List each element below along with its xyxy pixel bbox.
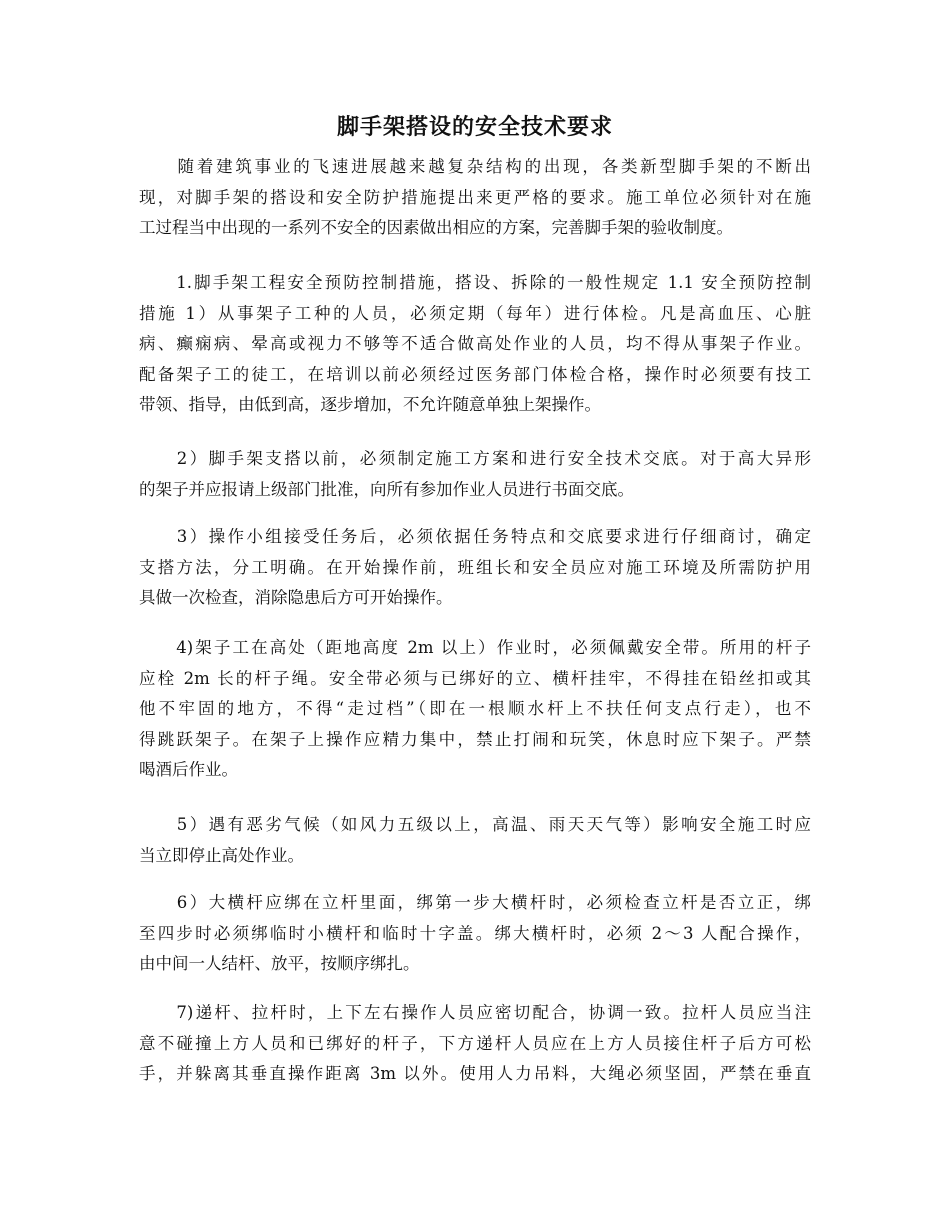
paragraph-5 [139, 810, 811, 871]
text-line: 应栓 2m 长的杆子绳。安全带必须与已绑好的立、横杆挂牢，不得挂在铅丝扣或其 [139, 668, 811, 688]
paragraph-7 [139, 998, 811, 1090]
text-line: 6）大横杆应绑在立杆里面，绑第一步大横杆时，必须检查立杆是否立正，绑 [139, 893, 811, 912]
text-line: 的架子并应报请上级部门批准，向所有参加作业人员进行书面交底。 [139, 479, 634, 499]
text-line: 手，并躲离其垂直操作距离 3m 以外。使用人力吊料，大绳必须坚固，严禁在垂直 [139, 1064, 811, 1083]
text-line: 2）脚手架支搭以前，必须制定施工方案和进行安全技术交底。对于高大异形 [139, 449, 811, 468]
text-line: 至四步时必须绑临时小横杆和临时十字盖。绑大横杆时，必须 2～3 人配合操作， [139, 923, 811, 943]
text-line: 支搭方法，分工明确。在开始操作前，班组长和安全员应对施工环境及所需防护用 [139, 557, 811, 577]
text-line: 病、癫痫病、晕高或视力不够等不适合做高处作业的人员，均不得从事架子作业。 [139, 334, 811, 353]
text-line: 1.脚手架工程安全预防控制措施，搭设、拆除的一般性规定 1.1 安全预防控制 [139, 273, 811, 292]
paragraph-1 [139, 268, 811, 421]
text-line: 工过程当中出现的一系列不安全的因素做出相应的方案，完善脚手架的验收制度。 [139, 218, 733, 237]
text-line: 配备架子工的徒工，在培训以前必须经过医务部门体检合格，操作时必须要有技工 [139, 364, 811, 384]
document-title: 脚手架搭设的安全技术要求 [336, 115, 613, 140]
text-line: 由中间一人结杆、放平，按顺序绑扎。 [139, 954, 420, 973]
text-line: 随着建筑事业的飞速进展越来越复杂结构的出现，各类新型脚手架的不断出 [139, 157, 811, 176]
paragraph-2 [139, 444, 811, 505]
text-line: 3）操作小组接受任务后，必须依据任务特点和交底要求进行仔细商讨，确定 [139, 527, 811, 546]
text-line: 意不碰撞上方人员和已绑好的杆子，下方递杆人员应在上方人员接住杆子后方可松 [139, 1033, 811, 1053]
text-line: 4)架子工在高处（距地高度 2m 以上）作业时，必须佩戴安全带。所用的杆子 [139, 638, 811, 657]
paragraph-6 [139, 888, 811, 980]
text-line: 带领、指导，由低到高，逐步增加，不允许随意单独上架操作。 [139, 395, 601, 414]
paragraph-3 [139, 522, 811, 614]
text-line: 7)递杆、拉杆时，上下左右操作人员应密切配合，协调一致。拉杆人员应当注 [139, 1003, 811, 1022]
text-line: 具做一次检查，消除隐患后方可开始操作。 [139, 588, 453, 607]
text-line: 5）遇有恶劣气候（如风力五级以上，高温、雨天天气等）影响安全施工时应 [139, 815, 811, 834]
text-line: 当立即停止高处作业。 [139, 845, 304, 865]
text-line: 得跳跃架子。在架子上操作应精力集中，禁止打闹和玩笑，休息时应下架子。严禁 [139, 729, 811, 749]
paragraph-4 [139, 633, 811, 786]
text-line: 他不牢固的地方，不得“走过档”（即在一根顺水杆上不扶任何支点行走），也不 [139, 699, 811, 718]
paragraph-intro [139, 152, 811, 244]
text-line: 现，对脚手架的搭设和安全防护措施提出来更严格的要求。施工单位必须针对在施 [139, 187, 811, 207]
text-line: 喝酒后作业。 [139, 760, 238, 779]
text-line: 措施 1）从事架子工种的人员，必须定期（每年）进行体检。凡是高血压、心脏 [139, 303, 811, 323]
